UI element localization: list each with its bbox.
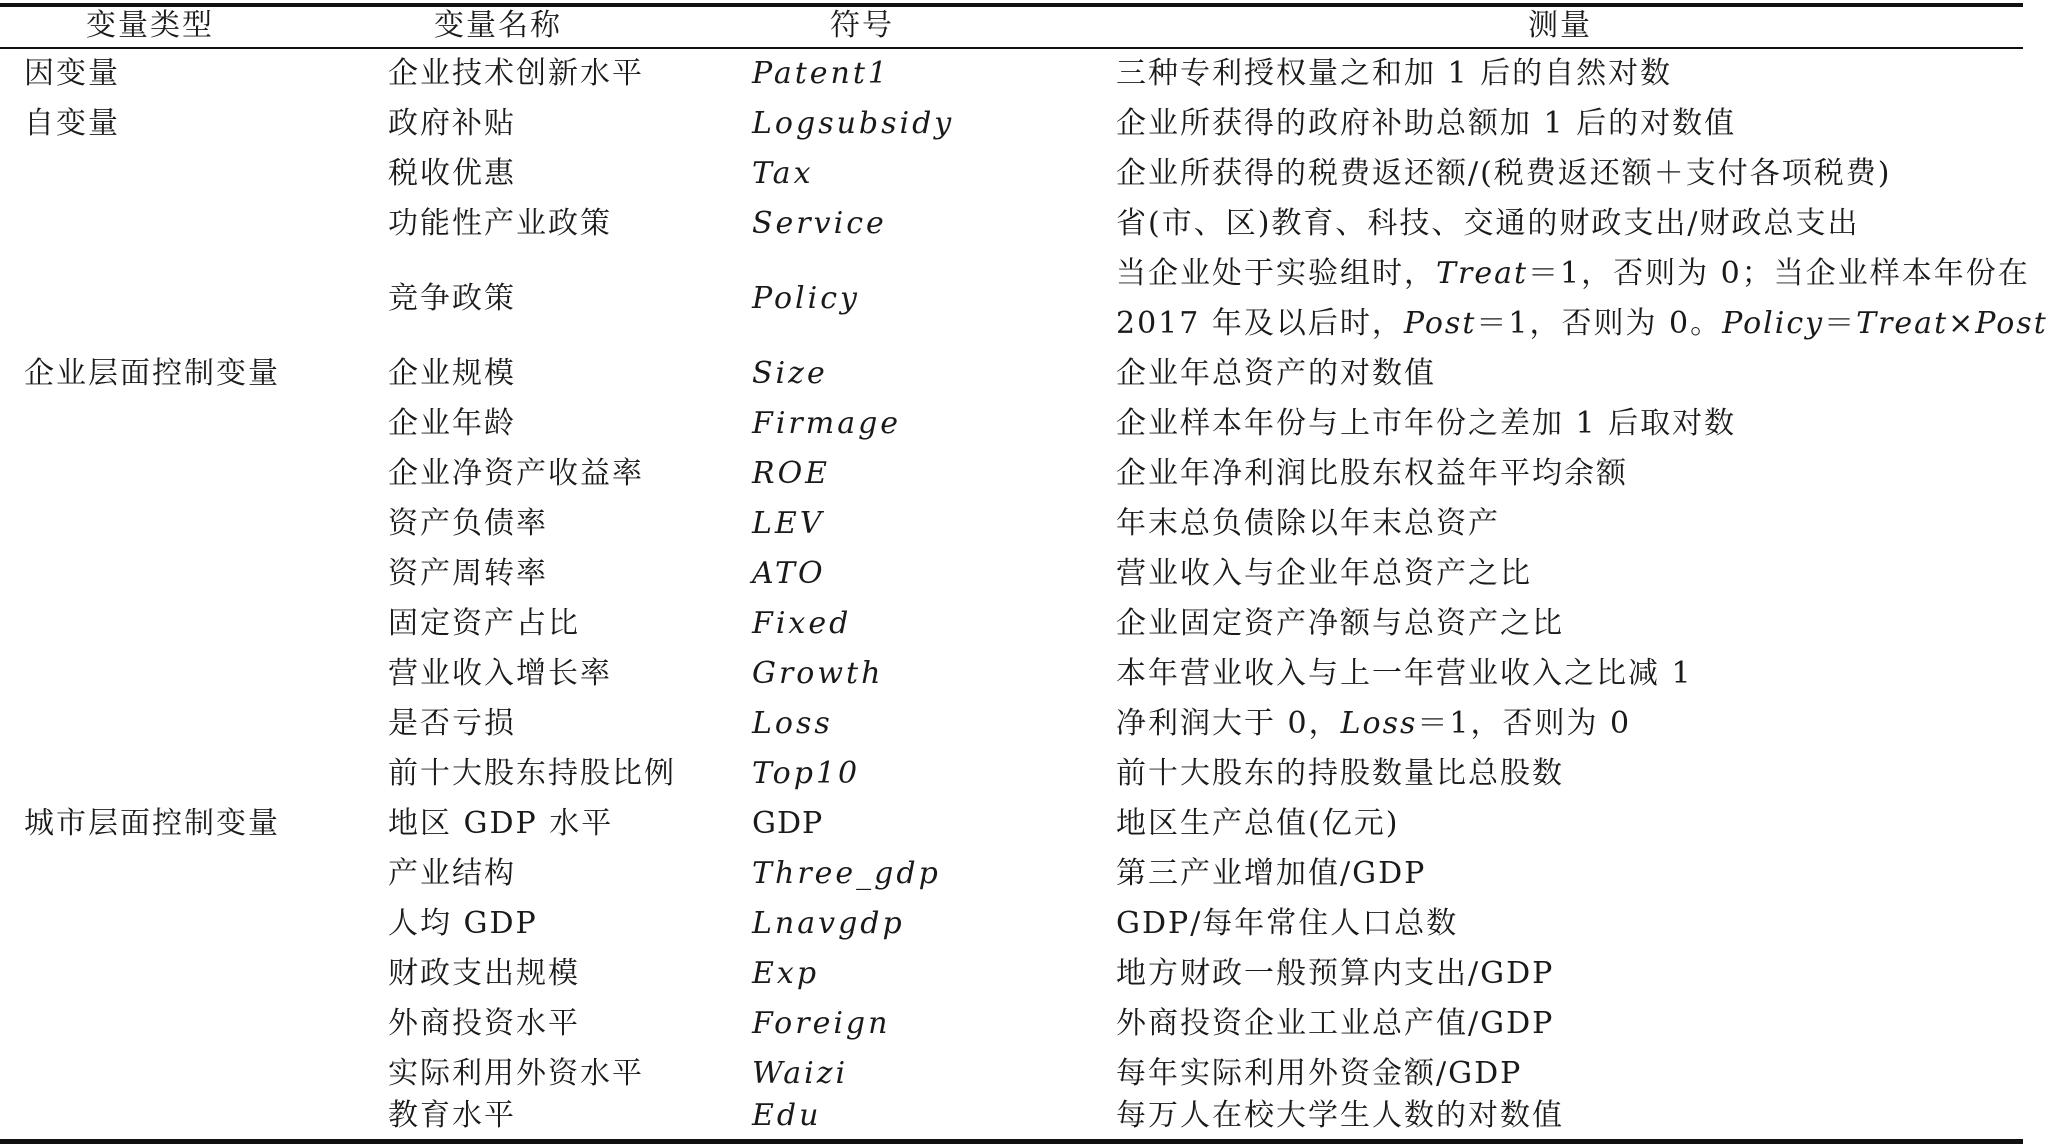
cell-symbol: Exp	[752, 956, 820, 991]
cell-name: 实际利用外资水平	[388, 1056, 644, 1091]
table-row	[0, 806, 2023, 856]
measure-symbol: Policy	[1722, 306, 1825, 341]
table-row	[0, 406, 2023, 456]
cell-measure: 三种专利授权量之和加 1 后的自然对数	[1116, 56, 1673, 91]
table-row	[0, 956, 2023, 1006]
cell-measure: 企业样本年份与上市年份之差加 1 后取对数	[1116, 406, 1737, 441]
cell-type: 自变量	[24, 106, 120, 141]
cell-name: 产业结构	[388, 856, 516, 891]
table-row	[0, 356, 2023, 406]
measure-text: ＝	[1824, 306, 1857, 341]
cell-symbol: Size	[752, 356, 828, 391]
cell-measure: 企业所获得的政府补助总额加 1 后的对数值	[1116, 106, 1737, 141]
cell-type: 因变量	[24, 56, 120, 91]
cell-measure: 企业年总资产的对数值	[1116, 356, 1436, 391]
cell-measure: 地区生产总值(亿元)	[1116, 806, 1400, 841]
cell-symbol: ROE	[752, 456, 831, 491]
cell-name: 是否亏损	[388, 706, 516, 741]
table-row	[0, 56, 2023, 106]
cell-measure: 本年营业收入与上一年营业收入之比减 1	[1116, 656, 1693, 691]
measure-symbol: Loss	[1340, 706, 1418, 741]
cell-name: 企业净资产收益率	[388, 456, 644, 491]
cell-symbol: Firmage	[752, 406, 902, 441]
cell-symbol: Tax	[752, 156, 814, 191]
cell-name: 税收优惠	[388, 156, 516, 191]
measure-symbol: Post	[1975, 306, 2048, 341]
cell-name: 资产周转率	[388, 556, 548, 591]
cell-measure: 每万人在校大学生人数的对数值	[1116, 1098, 1564, 1133]
cell-symbol: Policy	[752, 281, 860, 316]
cell-symbol: Foreign	[752, 1006, 891, 1041]
table-header-row	[0, 6, 2023, 47]
header-symbol: 符号	[830, 8, 894, 43]
cell-measure: 省(市、区)教育、科技、交通的财政支出/财政总支出	[1116, 206, 1860, 241]
table-row	[0, 556, 2023, 606]
cell-name: 企业技术创新水平	[388, 56, 644, 91]
cell-symbol: Top10	[752, 756, 861, 791]
table-row	[0, 156, 2023, 206]
table-row	[0, 656, 2023, 706]
measure-text: 净利润大于 0，	[1116, 706, 1341, 741]
cell-measure: 年末总负债除以年末总资产	[1116, 506, 1500, 541]
cell-name: 教育水平	[388, 1098, 516, 1133]
cell-name: 营业收入增长率	[388, 656, 612, 691]
table-row	[0, 106, 2023, 156]
cell-name: 政府补贴	[388, 106, 516, 141]
table-row	[0, 1056, 2023, 1106]
measure-text: ＝1，否则为 0；当企业样本年份在	[1528, 256, 2030, 291]
cell-name: 竞争政策	[388, 281, 516, 316]
cell-name: 外商投资水平	[388, 1006, 580, 1041]
table-row	[0, 906, 2023, 956]
cell-symbol: GDP	[752, 806, 824, 841]
cell-symbol: Fixed	[752, 606, 852, 641]
table-row	[0, 856, 2023, 906]
cell-type: 城市层面控制变量	[24, 806, 280, 841]
cell-symbol: Patent1	[752, 56, 890, 91]
table-row	[0, 506, 2023, 556]
cell-measure: 地方财政一般预算内支出/GDP	[1116, 956, 1555, 991]
cell-measure: 外商投资企业工业总产值/GDP	[1116, 1006, 1555, 1041]
cell-measure-line-2	[1116, 306, 2048, 342]
cell-measure	[1116, 706, 1631, 742]
cell-name: 财政支出规模	[388, 956, 580, 991]
cell-measure: 营业收入与企业年总资产之比	[1116, 556, 1532, 591]
cell-symbol: ATO	[752, 556, 826, 591]
cell-symbol: Service	[752, 206, 887, 241]
cell-symbol: Growth	[752, 656, 884, 691]
cell-type: 企业层面控制变量	[24, 356, 280, 391]
cell-symbol: Loss	[752, 706, 833, 741]
cell-measure: 企业固定资产净额与总资产之比	[1116, 606, 1564, 641]
table-row	[0, 256, 2048, 356]
table-row	[0, 1098, 2023, 1142]
measure-text: 2017 年及以后时，	[1116, 306, 1404, 341]
measure-text: ×	[1948, 306, 1976, 341]
measure-text: 当企业处于实验组时，	[1116, 256, 1436, 291]
table-row	[0, 606, 2023, 656]
table-row	[0, 456, 2023, 506]
cell-symbol: Logsubsidy	[752, 106, 955, 141]
measure-symbol: Treat	[1436, 256, 1529, 291]
cell-symbol: Three_gdp	[752, 856, 941, 891]
cell-name: 地区 GDP 水平	[388, 806, 614, 841]
header-measure: 测量	[1528, 8, 1592, 43]
measure-symbol: Treat	[1856, 306, 1949, 341]
cell-measure: 前十大股东的持股数量比总股数	[1116, 756, 1564, 791]
cell-name: 固定资产占比	[388, 606, 580, 641]
cell-measure-line-1	[1116, 256, 2030, 292]
measure-symbol: Post	[1403, 306, 1477, 341]
cell-symbol: Edu	[752, 1098, 822, 1133]
cell-name: 企业规模	[388, 356, 516, 391]
cell-measure: 第三产业增加值/GDP	[1116, 856, 1427, 891]
cell-measure: 企业所获得的税费返还额/(税费返还额＋支付各项税费)	[1116, 156, 1892, 191]
cell-name: 人均 GDP	[388, 906, 538, 941]
cell-measure: GDP/每年常住人口总数	[1116, 906, 1459, 941]
cell-name: 资产负债率	[388, 506, 548, 541]
table-bottom-rule	[0, 1139, 2023, 1144]
cell-symbol: Waizi	[752, 1056, 849, 1091]
table-row	[0, 206, 2023, 256]
cell-measure: 企业年净利润比股东权益年平均余额	[1116, 456, 1628, 491]
cell-name: 功能性产业政策	[388, 206, 612, 241]
header-variable-name: 变量名称	[434, 8, 562, 43]
table-row	[0, 756, 2023, 806]
cell-symbol: Lnavgdp	[752, 906, 905, 941]
measure-text: ＝1，否则为 0。	[1476, 306, 1723, 341]
table-header-rule	[0, 47, 2023, 49]
cell-name: 企业年龄	[388, 406, 516, 441]
cell-symbol: LEV	[752, 506, 825, 541]
table-row	[0, 706, 2023, 756]
cell-measure: 每年实际利用外资金额/GDP	[1116, 1056, 1523, 1091]
measure-text: ＝1，否则为 0	[1417, 706, 1632, 741]
table-row	[0, 1006, 2023, 1056]
cell-name: 前十大股东持股比例	[388, 756, 676, 791]
header-variable-type: 变量类型	[86, 8, 214, 43]
